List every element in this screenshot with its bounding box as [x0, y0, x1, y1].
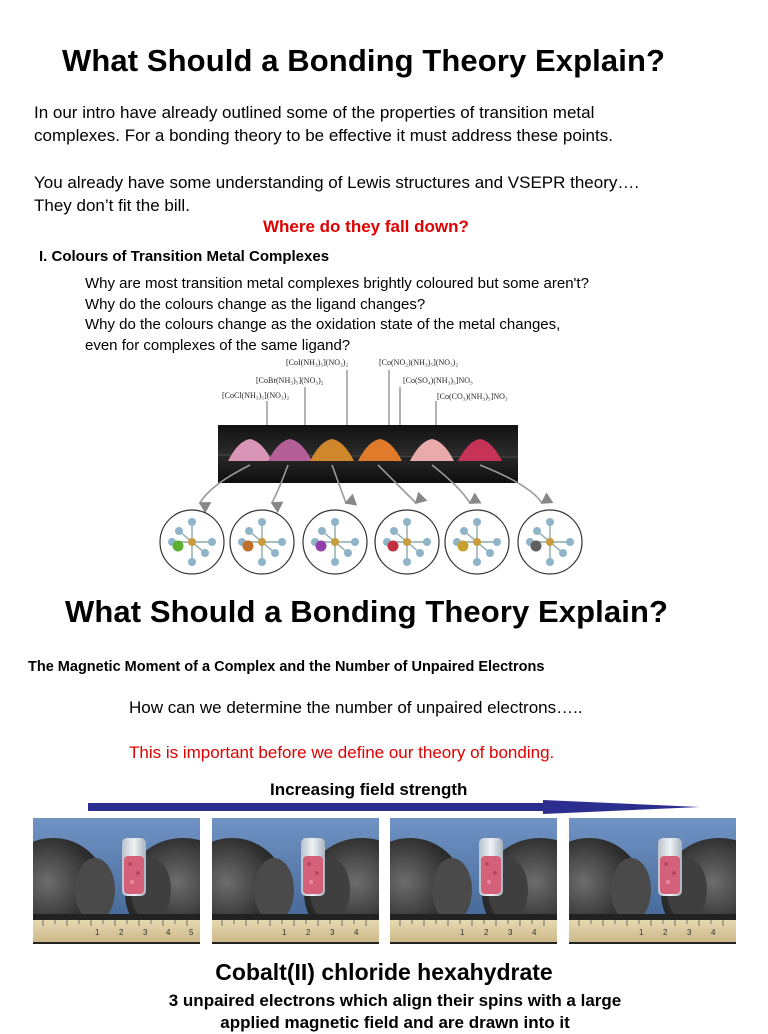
question-item: Why do the colours change as the ligand changes? — [85, 295, 426, 313]
molecule-models — [160, 510, 582, 574]
bill-line: They don’t fit the bill. — [34, 196, 190, 215]
lewis-line: You already have some understanding of Lewis structures and VSEPR theory…. — [34, 173, 640, 192]
ruler-number: 2 — [306, 928, 311, 937]
compound-name: Cobalt(II) chloride hexahydrate — [215, 959, 553, 985]
molecule-model — [230, 510, 294, 574]
ruler-number: 1 — [460, 928, 465, 937]
molecule-model — [160, 510, 224, 574]
complex-label: [Co(NO₂)(NH₃)₅](NO₃)₂ — [379, 358, 459, 367]
ruler-number: 1 — [282, 928, 287, 937]
colours-figure — [140, 355, 600, 590]
ruler-number: 3 — [687, 928, 692, 937]
complex-label: [Co(SO₄)(NH₃)₅]NO₃ — [403, 376, 473, 385]
intro-paragraph — [34, 101, 613, 147]
ruler-number: 4 — [354, 928, 359, 937]
colours-subheading: I. Colours of Transition Metal Complexes — [39, 248, 330, 265]
page-title: What Should a Bonding Theory Explain? — [62, 43, 666, 78]
ruler-number: 4 — [532, 928, 537, 937]
magnet-photo-image — [33, 818, 200, 944]
fall-down-question: Where do they fall down? — [263, 217, 469, 236]
magnet-photo-image — [569, 818, 736, 944]
magnet-photo — [33, 818, 200, 944]
magnet-photo — [390, 818, 557, 944]
magnet-photo-image — [390, 818, 557, 944]
magnetic-subheading: The Magnetic Moment of a Complex and the Number of Unpaired Electrons — [28, 659, 545, 675]
magnet-photo — [569, 818, 736, 944]
ruler-number: 3 — [143, 928, 148, 937]
complex-label: [Co(CO₃)(NH₃)₅]NO₃ — [437, 392, 508, 401]
magnet-photo-image — [212, 818, 379, 944]
caption-line: applied magnetic field and are drawn into it — [220, 1013, 570, 1032]
question-item: Why do the colours change as the oxidation state of the metal changes, — [85, 316, 561, 333]
arrow-label: Increasing field strength — [270, 780, 468, 799]
ruler-number: 1 — [639, 928, 644, 937]
field-strength-arrow — [88, 800, 700, 814]
ruler-number: 2 — [484, 928, 489, 937]
lewis-paragraph — [34, 171, 639, 217]
section-title: What Should a Bonding Theory Explain? — [65, 594, 669, 629]
ruler-number: 2 — [663, 928, 668, 937]
ruler-number: 5 — [189, 928, 194, 937]
question-item: Why are most transition metal complexes brightly coloured but some aren't? — [85, 275, 589, 292]
question-list — [85, 274, 589, 356]
ruler-number: 3 — [508, 928, 513, 937]
important-note: This is important before we define our theory of bonding. — [129, 743, 555, 762]
compound-caption — [0, 990, 768, 1034]
molecule-model — [303, 510, 367, 574]
ruler-number: 3 — [330, 928, 335, 937]
complex-label: [CoI(NH₃)₅](NO₃)₂ — [286, 358, 349, 367]
ruler-number: 4 — [711, 928, 716, 937]
complex-label: [CoCl(NH₃)₅](NO₃)₂ — [222, 391, 290, 400]
ruler-number: 4 — [166, 928, 171, 937]
intro-line: complexes. For a bonding theory to be effective it must address these points. — [34, 126, 613, 145]
ruler-number: 1 — [95, 928, 100, 937]
intro-line: In our intro have already outlined some of the properties of transition metal — [34, 103, 595, 122]
molecule-model — [445, 510, 509, 574]
magnet-photo — [212, 818, 379, 944]
unpaired-question: How can we determine the number of unpaired electrons….. — [129, 698, 583, 717]
caption-line: 3 unpaired electrons which align their spins with a large — [168, 991, 622, 1010]
molecule-model — [518, 510, 582, 574]
complex-label: [CoBr(NH₃)₅](NO₃)₂ — [256, 376, 324, 385]
molecule-model — [375, 510, 439, 574]
ruler-number: 2 — [119, 928, 124, 937]
question-item: even for complexes of the same ligand? — [85, 336, 351, 354]
